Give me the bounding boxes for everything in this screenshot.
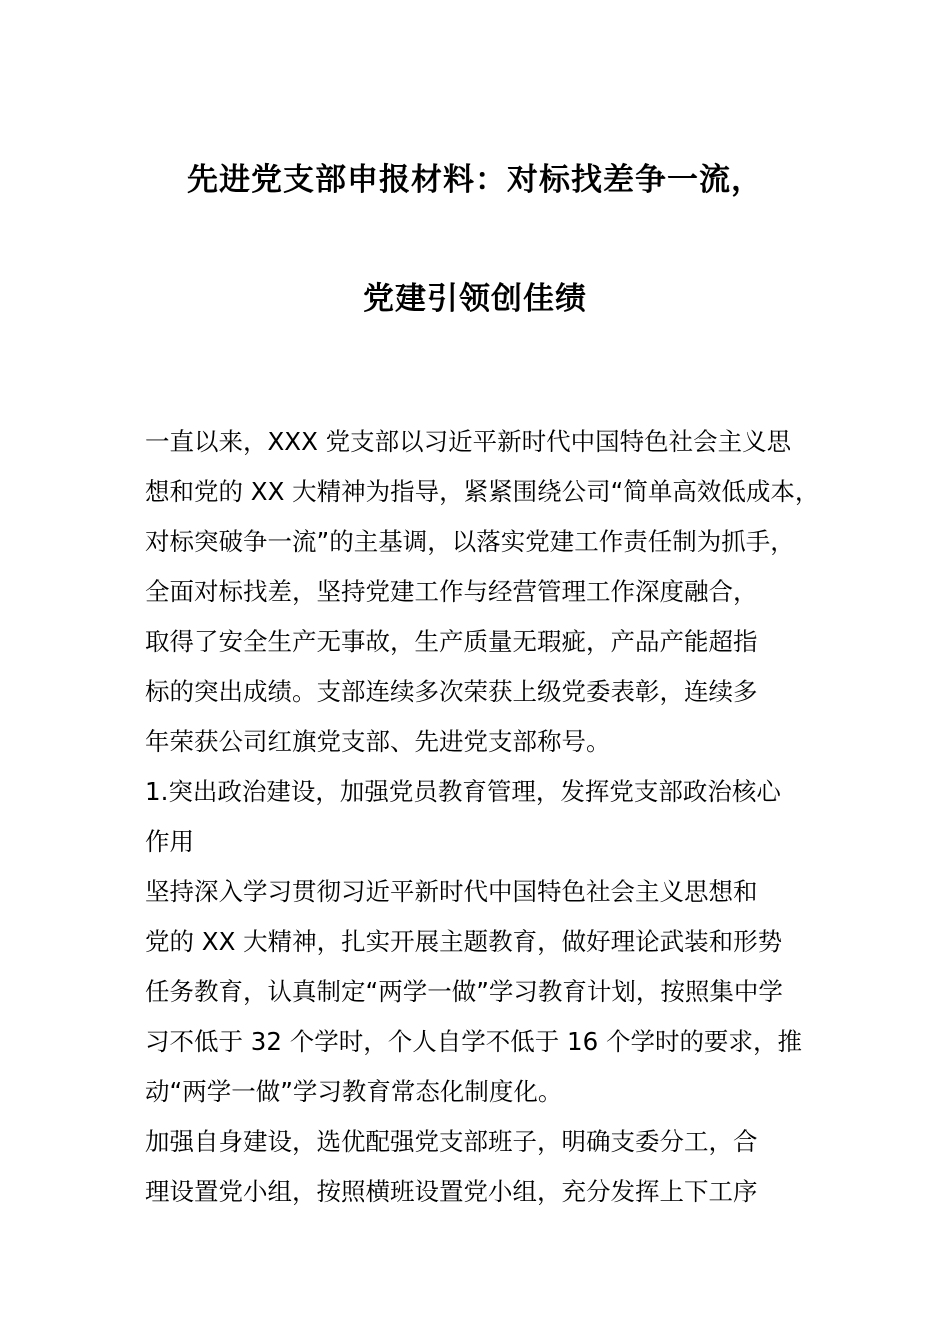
body-line: 坚持深入学习贯彻习近平新时代中国特色社会主义思想和 [145, 877, 758, 906]
body-line: 一直以来，XXX 党支部以习近平新时代中国特色社会主义思 [145, 427, 792, 456]
body-line: 对标突破争一流”的主基调，以落实党建工作责任制为抓手， [145, 527, 795, 556]
body-line: 想和党的 XX 大精神为指导，紧紧围绕公司“简单高效低成本， [145, 477, 820, 506]
body-line: 任务教育，认真制定“两学一做”学习教育计划，按照集中学 [145, 977, 783, 1006]
document-title-line-2: 党建引领创佳绩 [363, 281, 587, 317]
body-line: 党的 XX 大精神，扎实开展主题教育，做好理论武装和形势 [145, 927, 783, 956]
body-line: 理设置党小组，按照横班设置党小组，充分发挥上下工序 [145, 1177, 758, 1206]
body-line: 全面对标找差，坚持党建工作与经营管理工作深度融合， [145, 577, 758, 606]
document-title-line-1: 先进党支部申报材料：对标找差争一流， [187, 162, 763, 198]
section-heading: 1.突出政治建设，加强党员教育管理，发挥党支部政治核心 [145, 777, 781, 806]
body-line: 取得了安全生产无事故，生产质量无瑕疵，产品产能超指 [145, 627, 758, 656]
body-line: 标的突出成绩。支部连续多次荣获上级党委表彰，连续多 [145, 677, 758, 706]
document-body [145, 417, 845, 1217]
section-heading-continued: 作用 [145, 827, 194, 856]
body-line: 年荣获公司红旗党支部、先进党支部称号。 [145, 727, 611, 756]
body-line: 习不低于 32 个学时，个人自学不低于 16 个学时的要求，推 [145, 1027, 802, 1056]
body-line: 加强自身建设，选优配强党支部班子，明确支委分工，合 [145, 1127, 758, 1156]
body-line: 动“两学一做”学习教育常态化制度化。 [145, 1077, 563, 1106]
